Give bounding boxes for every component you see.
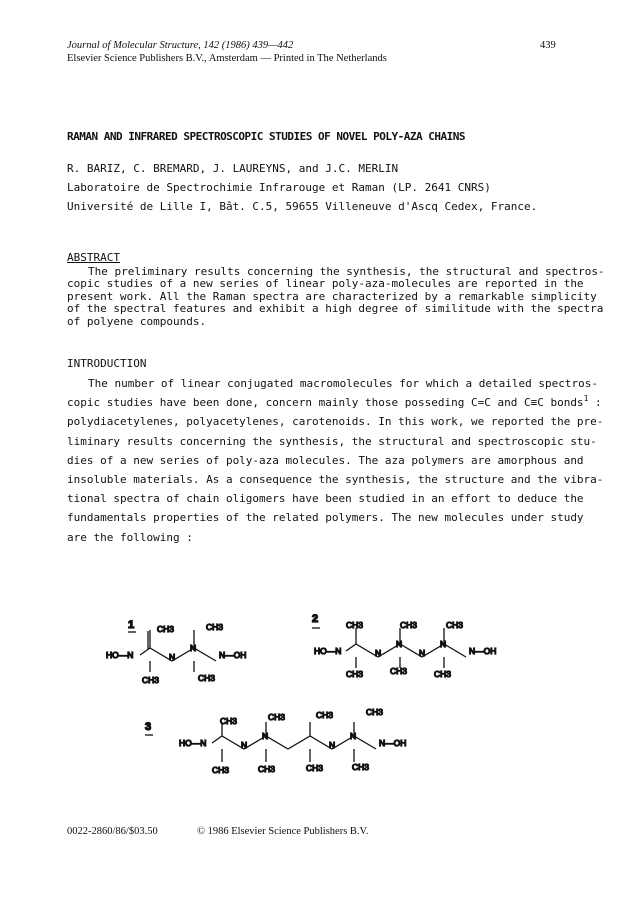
footnote-mark: 1 xyxy=(583,394,589,404)
introduction-heading: INTRODUCTION xyxy=(67,357,147,370)
methyl-label: CH3 xyxy=(157,624,175,634)
methyl-label: CH3 xyxy=(142,675,160,685)
structure-2-backbone xyxy=(346,644,466,657)
intro-line-text: copic studies have been done, concern mainly those posseding C=C and C≡C bonds xyxy=(67,396,584,410)
methyl-label: CH3 xyxy=(316,710,334,720)
abstract-line: of the spectral features and exhibit a high degree of similitude with the spectra xyxy=(67,302,604,316)
methyl-label: CH3 xyxy=(366,707,384,717)
structure-1-backbone xyxy=(140,648,216,661)
abstract-heading: ABSTRACT xyxy=(67,251,120,264)
journal-citation: Journal of Molecular Structure, 142 (1986) 439—442 xyxy=(67,40,294,51)
methyl-label: CH3 xyxy=(268,712,286,722)
abstract-text xyxy=(67,265,605,328)
structure-3-label: 3 xyxy=(145,721,152,733)
intro-line: The number of linear conjugated macromolecules for which a detailed spectros- xyxy=(88,377,598,390)
abstract-line: copic studies of a new series of linear poly-aza-molecules are reported in the xyxy=(67,277,584,291)
nitrogen-atom: N xyxy=(169,652,176,662)
methyl-label: CH3 xyxy=(390,666,408,676)
affiliation-line-2: Université de Lille I, Bât. C.5, 59655 Villeneuve d'Ascq Cedex, France. xyxy=(67,200,538,213)
structure-1-label: 1 xyxy=(128,619,135,631)
methyl-label: CH3 xyxy=(434,669,452,679)
structure-3 xyxy=(145,707,406,775)
abstract-line: of polyene compounds. xyxy=(67,314,207,328)
nitrogen-atom: N xyxy=(329,740,336,750)
methyl-label: CH3 xyxy=(206,622,224,632)
intro-line: tional spectra of chain oligomers have been studied in an effort to deduce the xyxy=(67,492,584,506)
methyl-label: CH3 xyxy=(220,716,238,726)
intro-line: fundamentals properties of the related polymers. The new molecules under study xyxy=(67,511,584,525)
nitrogen-atom: N xyxy=(375,648,382,658)
nitrogen-atom: N xyxy=(350,731,357,741)
structure-1 xyxy=(106,619,246,685)
intro-line: dies of a new series of poly-aza molecules. The aza polymers are amorphous and xyxy=(67,453,584,467)
methyl-label: CH3 xyxy=(212,765,230,775)
chemical-structures-figure xyxy=(60,600,560,800)
hydroxyimino-left: HO—N xyxy=(314,646,342,656)
hydroxyimino-right: N—OH xyxy=(379,738,407,748)
intro-line-tail: : xyxy=(588,396,602,410)
abstract-line: present work. All the Raman spectra are characterized by a remarkable simplicity xyxy=(67,289,597,303)
abstract-line: The preliminary results concerning the synthesis, the structural and spectros- xyxy=(88,265,605,278)
intro-line: liminary results concerning the synthesis, the structural and spectroscopic stu- xyxy=(67,434,597,448)
publisher-line: Elsevier Science Publishers B.V., Amsterdam — Printed in The Netherlands xyxy=(67,53,387,64)
intro-line: polydiacetylenes, polyacetylenes, carotenoids. In this work, we reported the pre- xyxy=(67,415,604,429)
hydroxyimino-left: HO—N xyxy=(179,738,207,748)
structure-2 xyxy=(312,613,496,679)
nitrogen-atom: N xyxy=(396,639,403,649)
nitrogen-atom: N xyxy=(419,648,426,658)
methyl-label: CH3 xyxy=(352,762,370,772)
nitrogen-atom: N xyxy=(241,740,248,750)
hydroxyimino-left: HO—N xyxy=(106,650,134,660)
methyl-label: CH3 xyxy=(400,620,418,630)
hydroxyimino-right: N—OH xyxy=(469,646,497,656)
methyl-label: CH3 xyxy=(258,764,276,774)
methyl-label: CH3 xyxy=(346,620,364,630)
nitrogen-atom: N xyxy=(190,643,197,653)
intro-line xyxy=(67,393,602,412)
methyl-label: CH3 xyxy=(198,673,216,683)
methyl-label: CH3 xyxy=(306,763,324,773)
page-number: 439 xyxy=(540,40,556,51)
hydroxyimino-right: N—OH xyxy=(219,650,247,660)
structure-2-label: 2 xyxy=(312,613,319,625)
methyl-label: CH3 xyxy=(446,620,464,630)
methyl-label: CH3 xyxy=(346,669,364,679)
intro-line: are the following : xyxy=(67,530,193,544)
introduction-text xyxy=(67,374,604,547)
intro-line: insoluble materials. As a consequence the synthesis, the structure and the vibra- xyxy=(67,472,604,486)
nitrogen-atom: N xyxy=(262,731,269,741)
paper-title: RAMAN AND INFRARED SPECTROSCOPIC STUDIES OF NOVEL POLY-AZA CHAINS xyxy=(67,130,465,143)
affiliation-line-1: Laboratoire de Spectrochimie Infrarouge et Raman (LP. 2641 CNRS) xyxy=(67,181,491,194)
nitrogen-atom: N xyxy=(440,639,447,649)
issn-price: 0022-2860/86/$03.50 xyxy=(67,826,158,837)
copyright-notice: © 1986 Elsevier Science Publishers B.V. xyxy=(197,826,369,837)
author-list: R. BARIZ, C. BREMARD, J. LAUREYNS, and J.C. MERLIN xyxy=(67,162,399,175)
